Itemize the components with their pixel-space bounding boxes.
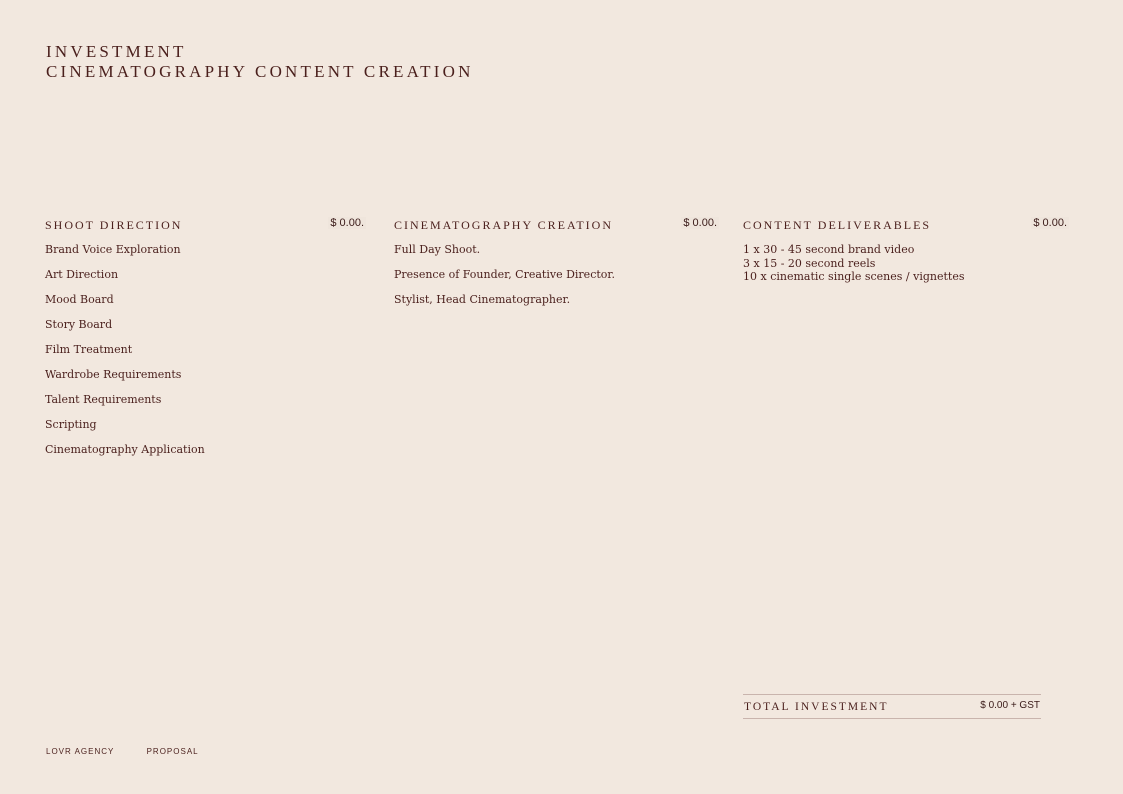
- page-title: INVESTMENT: [46, 42, 187, 61]
- footer-agency: LOVR AGENCY: [46, 747, 115, 756]
- list-item: Cinematography Application: [45, 443, 205, 456]
- list-item: Full Day Shoot.: [394, 243, 481, 256]
- page-subtitle: CINEMATOGRAPHY CONTENT CREATION: [46, 62, 474, 81]
- list-item: Talent Requirements: [45, 393, 162, 406]
- list-item: Story Board: [45, 318, 113, 331]
- column-header: [394, 217, 719, 237]
- list-item: Art Direction: [45, 268, 119, 281]
- list-item: 3 x 15 - 20 second reels: [743, 256, 876, 270]
- list-item: Presence of Founder, Creative Director.: [394, 268, 615, 281]
- list-item: Stylist, Head Cinematographer.: [394, 293, 571, 306]
- list-item: Film Treatment: [45, 343, 133, 356]
- footer-document-type: PROPOSAL: [146, 747, 199, 756]
- list-item: 10 x cinematic single scenes / vignettes: [743, 270, 965, 283]
- total-label: TOTAL INVESTMENT: [744, 701, 889, 713]
- shoot-direction-list: [45, 237, 366, 462]
- footer: [46, 747, 228, 756]
- list-item: Brand Voice Exploration: [45, 243, 181, 256]
- list-item: Mood Board: [45, 293, 114, 306]
- total-price: $ 0.00 + GST: [980, 700, 1040, 711]
- total-investment-bar: [743, 694, 1041, 719]
- column-shoot-direction: [45, 217, 366, 462]
- content-deliverables-list: [743, 243, 1069, 284]
- list-item: Scripting: [45, 418, 97, 431]
- column-header: [743, 217, 1069, 237]
- column-cinematography-creation: [394, 217, 719, 312]
- list-item: 1 x 30 - 45 second brand video: [743, 243, 915, 256]
- column-title: CINEMATOGRAPHY CREATION: [394, 218, 614, 232]
- column-title: CONTENT DELIVERABLES: [743, 218, 932, 232]
- column-price: $ 0.00.: [1033, 217, 1067, 229]
- cinematography-creation-list: [394, 237, 719, 312]
- column-price: $ 0.00.: [330, 217, 364, 229]
- page-header: [46, 42, 474, 82]
- column-header: [45, 217, 366, 237]
- list-item: Wardrobe Requirements: [45, 368, 182, 381]
- column-price: $ 0.00.: [683, 217, 717, 229]
- column-title: SHOOT DIRECTION: [45, 218, 183, 232]
- column-content-deliverables: [743, 217, 1069, 284]
